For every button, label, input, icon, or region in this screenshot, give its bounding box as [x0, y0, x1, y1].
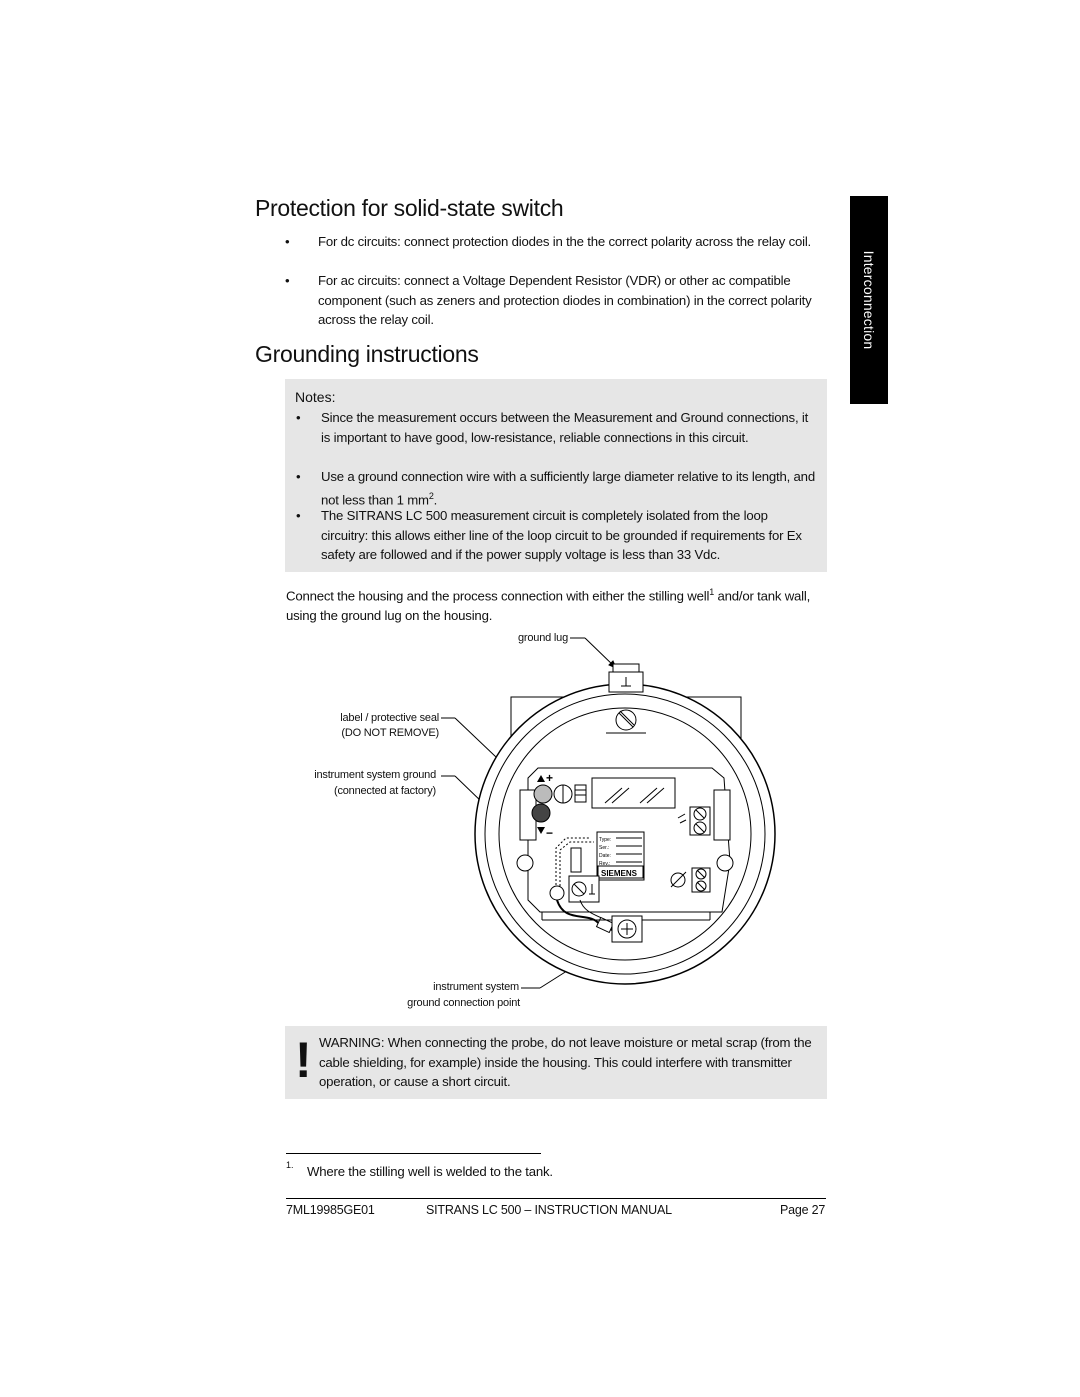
bullet-icon: •: [296, 508, 301, 523]
footer-doc-number: 7ML19985GE01: [286, 1203, 375, 1217]
warning-icon: !: [295, 1032, 312, 1088]
label-do-not-remove: (DO NOT REMOVE): [341, 727, 439, 739]
plate-type: Type:: [599, 837, 612, 843]
bullet-icon: •: [285, 273, 290, 288]
side-tab-label: Interconnection: [861, 250, 877, 350]
warning-box: [285, 1026, 827, 1099]
indicator-led: [532, 804, 550, 822]
label-connected-at-factory: (connected at factory): [334, 785, 436, 797]
notes-heading: Notes:: [295, 389, 336, 405]
bullet-icon: •: [285, 234, 290, 249]
right-mount: [714, 790, 730, 840]
footnote-rule: [286, 1153, 541, 1154]
section-title-protection: Protection for solid-state switch: [255, 195, 564, 221]
ground-lug-top: [613, 664, 639, 672]
note-text: The SITRANS LC 500 measurement circuit is completely isolated from the loop circuitry: this allows either line of the loop circuit to be grounded if requirements for Ex safety are followed and if the power supply voltage is less than 33 Vdc.: [321, 508, 802, 562]
footer-page-number: Page 27: [780, 1203, 826, 1217]
plate-rev: Rev.:: [599, 861, 611, 867]
note-text: Use a ground connection wire with a sufficiently large diameter relative to its length, and not less than 1 mm: [321, 469, 815, 507]
bullet-text: For ac circuits: connect a Voltage Dependent Resistor (VDR) or other ac compatible component (such as zeners and protection diodes in combination) in the correct polarity across the relay coil.: [318, 273, 812, 327]
label-protective-seal: label / protective seal: [340, 712, 439, 724]
note-suffix: .: [433, 491, 438, 507]
footnote-text: Where the stilling well is welded to the tank.: [307, 1164, 553, 1179]
plate-date: Date:: [599, 853, 611, 859]
measurement-terminal: [550, 886, 564, 900]
warning-text: WARNING: When connecting the probe, do not leave moisture or metal scrap (from the cable shielding, for example) inside the housing. This could interfere with transmitter operation, or cause a short circuit.: [319, 1035, 812, 1089]
section-title-grounding: Grounding instructions: [255, 341, 479, 367]
note-text: Since the measurement occurs between the Measurement and Ground connections, it is important to have good, low-resistance, reliable connections in this circuit.: [321, 410, 809, 445]
footer-manual-title: SITRANS LC 500 – INSTRUCTION MANUAL: [426, 1203, 672, 1217]
plate-brand-logo: SIEMENS: [601, 869, 638, 878]
note-superscript: 2: [428, 490, 434, 501]
footnote-ref: 1: [709, 587, 714, 597]
label-ground-connection-point: ground connection point: [407, 997, 520, 1009]
minus-sign: −: [546, 826, 554, 840]
label-instrument-system: instrument system: [433, 981, 519, 993]
coax-connector: [571, 848, 581, 872]
range-switch: [575, 785, 586, 802]
paragraph-text: Connect the housing and the process connection with either the stilling well: [286, 588, 710, 604]
label-ground-lug: ground lug: [518, 632, 568, 644]
display-window: [592, 778, 675, 808]
plus-sign: +: [546, 771, 554, 785]
label-instrument-system-ground: instrument system ground: [314, 769, 436, 781]
bullet-icon: •: [296, 469, 301, 484]
footer-rule: [286, 1198, 826, 1199]
paragraph-text: and/or tank wall, using the ground lug on the housing.: [286, 588, 811, 623]
button-span: [534, 785, 552, 803]
bullet-text: For dc circuits: connect protection diodes in the the correct polarity across the relay coil.: [318, 234, 812, 249]
bullet-icon: •: [296, 410, 301, 425]
plate-ser: Ser.:: [599, 845, 610, 851]
footnote-number: 1.: [286, 1160, 294, 1170]
